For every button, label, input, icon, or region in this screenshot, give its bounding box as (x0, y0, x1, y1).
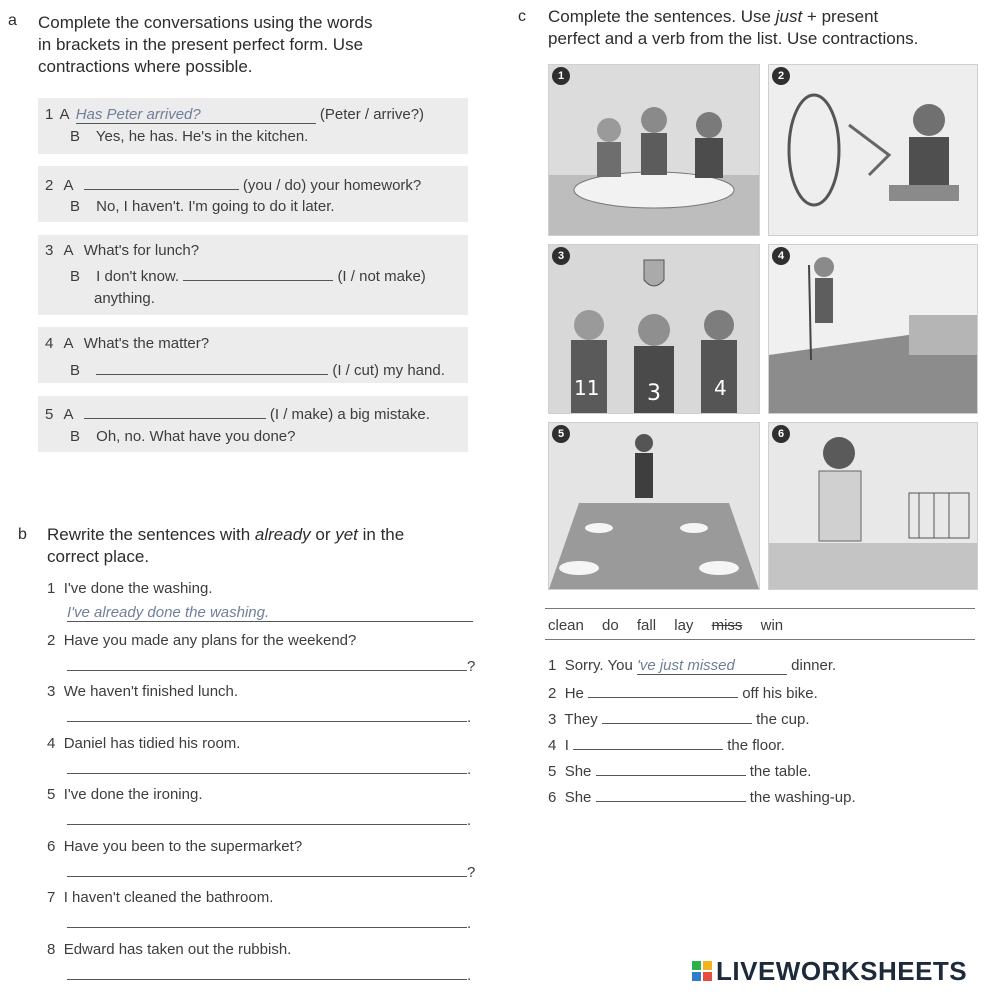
speaker-label: B (70, 128, 81, 145)
picture-number-badge: 1 (552, 67, 570, 85)
heading-emphasis: yet (335, 525, 358, 544)
answer-field[interactable] (573, 735, 723, 750)
speaker-label: A (63, 335, 74, 352)
section-a-heading (38, 12, 458, 78)
heading-line: Complete the conversations using the words (38, 13, 373, 32)
answer-field[interactable] (596, 787, 746, 802)
reply-text: Yes, he has. He's in the kitchen. (95, 128, 309, 145)
heading-text: Complete the sentences. Use (548, 7, 776, 26)
rewrite-answer-line (67, 913, 473, 932)
verb-lay: lay (674, 617, 694, 634)
conversation-4-line-b (70, 360, 445, 379)
conversation-2-line-a (45, 175, 421, 194)
item-number: 4 (548, 737, 557, 754)
answer-field[interactable]: Has Peter arrived? (76, 106, 316, 124)
sentence-subject: They (564, 711, 598, 728)
speaker-label: B (70, 428, 81, 445)
sentence-rest: dinner. (791, 657, 837, 674)
speaker-label: A (63, 242, 74, 259)
speaker-label: B (70, 362, 81, 379)
sentence-c-4 (548, 735, 785, 754)
answer-field[interactable] (602, 709, 752, 724)
item-number: 1 (47, 580, 56, 597)
conversation-1-line-a (45, 106, 424, 124)
clean-floor-illustration (769, 245, 977, 413)
item-number: 2 (45, 177, 54, 194)
svg-text:3: 3 (647, 381, 661, 406)
speaker-label: B (70, 268, 81, 285)
heading-text: in the (357, 525, 405, 544)
reply-text: Oh, no. What have you done? (96, 428, 296, 445)
heading-text: + present (802, 7, 879, 26)
rewrite-item-8 (47, 941, 291, 958)
answer-field[interactable] (183, 266, 333, 281)
rewrite-item-4 (47, 735, 240, 752)
washing-up-illustration (769, 423, 977, 589)
item-number: 4 (45, 335, 54, 352)
family-dinner-illustration (549, 65, 759, 235)
team-win-illustration (549, 245, 759, 413)
speaker-label: A (63, 406, 74, 423)
conversation-5-line-a (45, 404, 430, 423)
sentence-rest: the cup. (756, 711, 810, 728)
section-c-letter: c (518, 8, 526, 25)
reply-text: I don't know. (96, 268, 180, 285)
end-punctuation: . (467, 709, 472, 726)
sentence-text: Have you made any plans for the weekend? (63, 632, 357, 649)
verb-fall: fall (636, 617, 657, 634)
verb-clean: clean (548, 617, 584, 634)
sentence-c-5 (548, 761, 811, 780)
speaker-label: A (63, 177, 74, 194)
sentence-text: Edward has taken out the rubbish. (63, 941, 292, 958)
answer-field[interactable] (67, 913, 467, 928)
verb-miss: miss (711, 617, 743, 634)
heading-emphasis: already (254, 525, 311, 544)
sentence-text: I've done the washing. (63, 580, 213, 597)
answer-field[interactable] (588, 683, 738, 698)
item-number: 1 (548, 657, 557, 674)
conversation-3-line-a (45, 242, 199, 259)
heading-line: in brackets in the present perfect form. Use (38, 35, 364, 54)
prompt-text: (I / cut) my hand. (332, 362, 445, 379)
sentence-c-1 (548, 657, 836, 675)
svg-text:4: 4 (714, 376, 727, 400)
end-punctuation: . (467, 967, 472, 984)
speaker-label: B (70, 198, 81, 215)
picture-number-badge: 5 (552, 425, 570, 443)
rewrite-item-7 (47, 889, 273, 906)
sentence-subject: I (564, 737, 569, 754)
item-number: 5 (548, 763, 557, 780)
rewrite-item-3 (47, 683, 238, 700)
item-number: 3 (548, 711, 557, 728)
picture-5-lay-table (548, 422, 760, 590)
sentence-text: Have you been to the supermarket? (63, 838, 303, 855)
heading-line: correct place. (47, 547, 150, 566)
conversation-2-line-b (70, 198, 335, 215)
sentence-c-2 (548, 683, 818, 702)
answer-field[interactable] (67, 862, 467, 877)
sentence-rest: the table. (749, 763, 812, 780)
picture-number-badge: 4 (772, 247, 790, 265)
rewrite-item-1 (47, 580, 213, 597)
answer-field[interactable]: 've just missed (637, 657, 787, 675)
prompt-text: (Peter / arrive?) (319, 106, 425, 123)
item-number: 8 (47, 941, 56, 958)
verb-list-top-rule (545, 608, 975, 609)
picture-4-clean-floor (768, 244, 978, 414)
logo-text: LIVEWORKSHEETS (716, 955, 968, 986)
verb-list (548, 617, 797, 634)
heading-line: contractions where possible. (38, 57, 253, 76)
liveworksheets-logo (692, 956, 967, 986)
rewrite-answer-line (67, 862, 476, 881)
sentence-subject: Sorry. You (564, 657, 633, 674)
answer-field[interactable] (96, 360, 328, 375)
sentence-c-6 (548, 787, 856, 806)
item-number: 5 (45, 406, 54, 423)
conversation-3-line-b-cont: anything. (94, 290, 155, 307)
conversation-1-line-b (70, 128, 308, 145)
heading-text: or (310, 525, 336, 544)
rewrite-answer-line (67, 707, 473, 726)
sentence-text: We haven't finished lunch. (63, 683, 239, 700)
sentence-text: I've done the ironing. (63, 786, 203, 803)
picture-1-family-dinner (548, 64, 760, 236)
sentence-rest: the washing-up. (749, 789, 856, 806)
item-number: 1 (45, 106, 54, 123)
section-a-letter: a (8, 12, 17, 29)
conversation-3-line-b (70, 266, 426, 285)
rewrite-item-5 (47, 786, 202, 803)
lay-table-illustration (549, 423, 759, 589)
answer-field[interactable] (67, 707, 467, 722)
answer-field[interactable] (67, 656, 467, 671)
item-number: 3 (45, 242, 54, 259)
question-text: What's for lunch? (83, 242, 200, 259)
answer-field[interactable] (67, 810, 467, 825)
rewrite-answer-line (67, 604, 473, 622)
prompt-text: (I / make) a big mistake. (269, 406, 430, 423)
answer-field[interactable] (67, 965, 467, 980)
question-text: What's the matter? (83, 335, 210, 352)
picture-2-bike-fall (768, 64, 978, 236)
conversation-4-line-a (45, 335, 209, 352)
sentence-c-3 (548, 709, 810, 728)
verb-win: win (760, 617, 784, 634)
sentence-subject: She (564, 789, 592, 806)
prompt-text: (I / not make) (337, 268, 426, 285)
item-number: 6 (47, 838, 56, 855)
heading-text: Rewrite the sentences with (47, 525, 255, 544)
rewrite-answer-line (67, 965, 473, 984)
sentence-subject: He (564, 685, 584, 702)
rewrite-answer-line (67, 759, 473, 778)
answer-field[interactable]: I've already done the washing. (67, 604, 473, 622)
picture-number-badge: 6 (772, 425, 790, 443)
answer-field[interactable] (84, 175, 239, 190)
end-punctuation: . (467, 761, 472, 778)
rewrite-item-6 (47, 838, 302, 855)
speaker-label: A (59, 106, 70, 123)
heading-emphasis: just (775, 7, 803, 26)
item-number: 2 (47, 632, 56, 649)
item-number: 6 (548, 789, 557, 806)
sentence-rest: the floor. (727, 737, 785, 754)
conversation-5-line-b (70, 428, 295, 445)
end-punctuation: ? (467, 658, 476, 675)
picture-6-washing-up (768, 422, 978, 590)
answer-field[interactable] (84, 404, 266, 419)
end-punctuation: . (467, 812, 472, 829)
section-b-letter: b (18, 526, 27, 543)
item-number: 7 (47, 889, 56, 906)
prompt-text: (you / do) your homework? (242, 177, 422, 194)
liveworksheets-logo-icon (692, 961, 712, 981)
reply-text: No, I haven't. I'm going to do it later. (96, 198, 335, 215)
end-punctuation: . (467, 915, 472, 932)
svg-text:11: 11 (574, 376, 600, 400)
section-c-heading (548, 6, 988, 50)
answer-field[interactable] (67, 759, 467, 774)
rewrite-item-2 (47, 632, 356, 649)
verb-list-bottom-rule (545, 639, 975, 640)
rewrite-answer-line (67, 656, 476, 675)
section-b-heading (47, 524, 467, 568)
sentence-rest: off his bike. (742, 685, 818, 702)
bike-fall-illustration (769, 65, 977, 235)
verb-do: do (602, 617, 619, 634)
rewrite-answer-line (67, 810, 473, 829)
picture-number-badge: 3 (552, 247, 570, 265)
sentence-text: I haven't cleaned the bathroom. (63, 889, 274, 906)
item-number: 5 (47, 786, 56, 803)
item-number: 2 (548, 685, 557, 702)
sentence-text: Daniel has tidied his room. (63, 735, 241, 752)
picture-3-team-win (548, 244, 760, 414)
picture-number-badge: 2 (772, 67, 790, 85)
sentence-subject: She (564, 763, 592, 780)
heading-line: perfect and a verb from the list. Use contractions. (548, 29, 919, 48)
answer-field[interactable] (596, 761, 746, 776)
item-number: 3 (47, 683, 56, 700)
end-punctuation: ? (467, 864, 476, 881)
item-number: 4 (47, 735, 56, 752)
